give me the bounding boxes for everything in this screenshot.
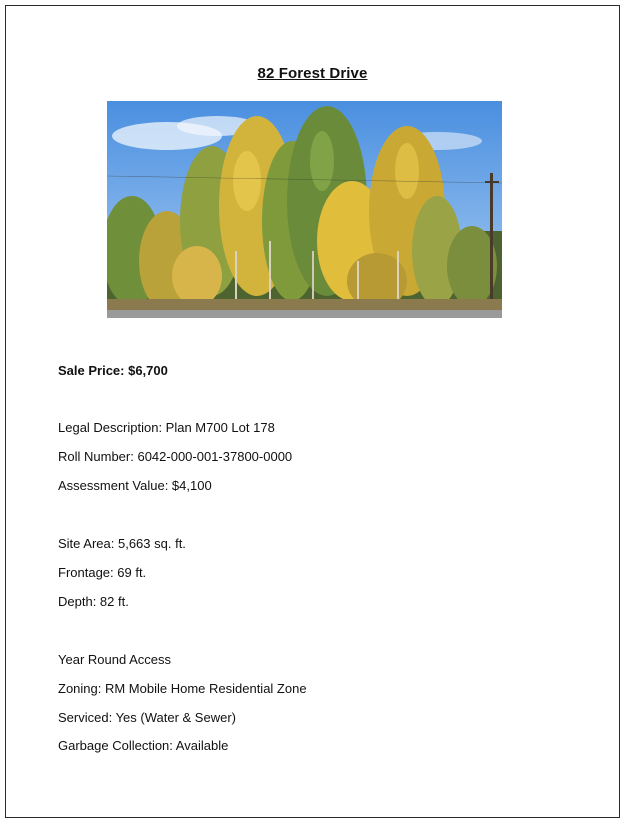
serviced: Serviced: Yes (Water & Sewer) <box>58 710 236 725</box>
site-area: Site Area: 5,663 sq. ft. <box>58 536 186 551</box>
legal-description: Legal Description: Plan M700 Lot 178 <box>58 420 275 435</box>
zoning: Zoning: RM Mobile Home Residential Zone <box>58 681 307 696</box>
roll-number: Roll Number: 6042-000-001-37800-0000 <box>58 449 293 464</box>
property-photo <box>107 101 502 318</box>
garbage-collection: Garbage Collection: Available <box>58 738 229 753</box>
assessment-value: Assessment Value: $4,100 <box>58 478 212 493</box>
access: Year Round Access <box>58 652 171 667</box>
document-page <box>5 5 620 818</box>
page-title: 82 Forest Drive <box>257 65 368 82</box>
frontage: Frontage: 69 ft. <box>58 565 147 580</box>
depth: Depth: 82 ft. <box>58 594 129 609</box>
sale-price: Sale Price: $6,700 <box>58 363 168 378</box>
